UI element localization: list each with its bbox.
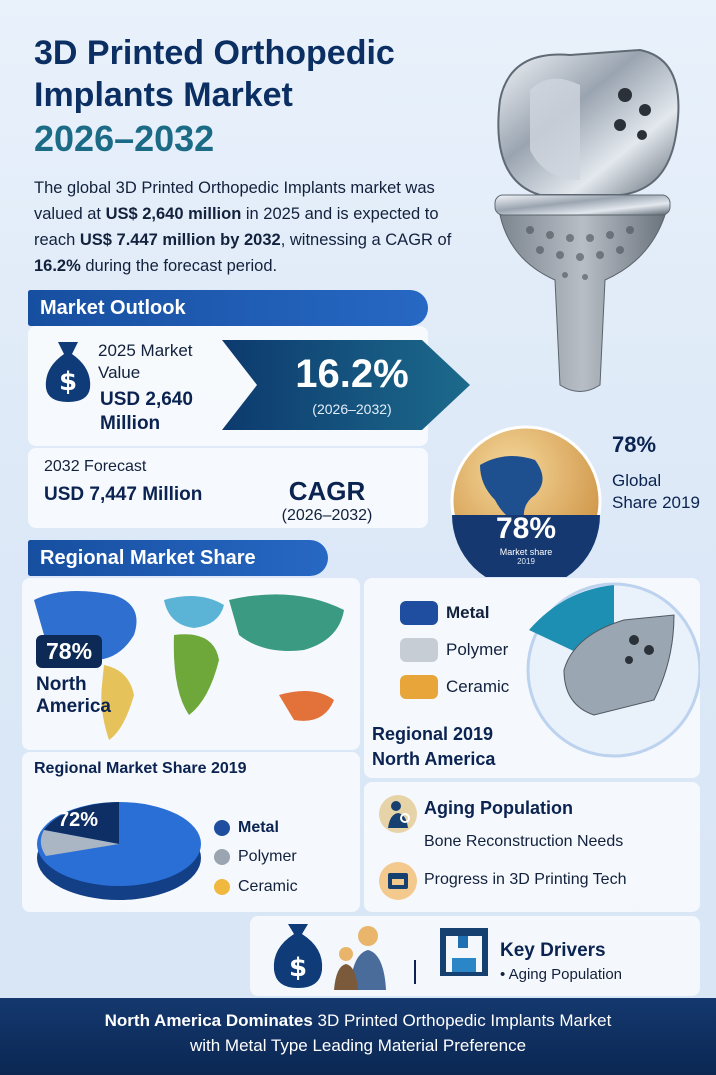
legend-polymer: Polymer xyxy=(400,638,508,662)
polymer-swatch xyxy=(400,638,438,662)
implant-closeup-illustration xyxy=(524,580,700,760)
polymer-dot xyxy=(214,849,230,865)
3d-printer-icon xyxy=(378,861,418,901)
forecast-value: USD 7,447 Million xyxy=(44,484,203,505)
money-and-elderly-icon xyxy=(268,920,398,992)
driver-aging-population: Aging Population xyxy=(424,798,573,818)
forecast-label: 2032 Forecast xyxy=(44,458,147,475)
key-drivers-item: • Aging Population xyxy=(500,966,623,983)
globe-percentage: 78% xyxy=(495,512,557,545)
driver-3d-printing: Progress in 3D Printing Tech xyxy=(424,871,627,888)
pie-legend-polymer: Polymer xyxy=(214,848,297,866)
market-outlook-heading: Market Outlook xyxy=(28,290,428,326)
pie-legend-metal: Metal xyxy=(214,819,279,837)
footer-line-2: with Metal Type Leading Material Preference xyxy=(189,1036,527,1055)
cagr-value: 16.2% xyxy=(295,352,409,396)
regional-share-heading: Regional Market Share xyxy=(28,540,328,576)
pie-title: Regional Market Share 2019 xyxy=(34,760,247,777)
svg-text:$: $ xyxy=(58,367,78,397)
knee-implant-illustration xyxy=(470,30,710,410)
forecast-years: 2026–2032 xyxy=(34,118,215,159)
driver-bone-reconstruction: Bone Reconstruction Needs xyxy=(424,833,624,850)
money-bag-icon xyxy=(42,338,94,404)
globe-caption-year: 2019 xyxy=(517,557,535,566)
market-value-label: 2025 Market Value xyxy=(98,341,193,382)
regional-2019-label: Regional 2019 North America xyxy=(372,724,496,769)
ceramic-swatch xyxy=(400,675,438,699)
page-title: 3D Printed Orthopedic Implants Market xyxy=(34,34,395,114)
cagr-label: CAGR xyxy=(288,476,366,506)
svg-text:$: $ xyxy=(288,953,308,983)
north-america-label: North America xyxy=(36,674,111,717)
3d-printer-machine-icon xyxy=(436,924,492,980)
ceramic-dot xyxy=(214,879,230,895)
global-share-percentage: 78% xyxy=(612,432,657,457)
market-value: USD 2,640 Million xyxy=(100,389,193,434)
legend-metal: Metal xyxy=(400,601,489,625)
elderly-person-icon xyxy=(378,794,418,834)
footer-line-1: North America Dominates 3D Printed Orthopedic Implants Market xyxy=(104,1011,612,1030)
globe-caption: Market share xyxy=(499,547,553,557)
pie-chart xyxy=(34,786,204,904)
cagr-period: (2026–2032) xyxy=(312,401,392,417)
pie-percentage: 72% xyxy=(58,809,99,831)
north-america-percentage: 78% xyxy=(36,635,102,668)
metal-dot xyxy=(214,820,230,836)
key-drivers-title: Key Drivers xyxy=(500,940,606,961)
legend-ceramic: Ceramic xyxy=(400,675,509,699)
metal-swatch xyxy=(400,601,438,625)
key-drivers-separator xyxy=(414,960,416,984)
global-share-label: Global Share 2019 xyxy=(612,471,700,512)
intro-paragraph: The global 3D Printed Orthopedic Implants market was valued at US$ 2,640 million in 2025 and is expected to reach US$ 7.447 million by 2032, witnessing a CAGR of 16.2% during the forecast period. xyxy=(34,179,452,275)
cagr-label-period: (2026–2032) xyxy=(281,507,373,524)
pie-legend-ceramic: Ceramic xyxy=(214,878,298,896)
